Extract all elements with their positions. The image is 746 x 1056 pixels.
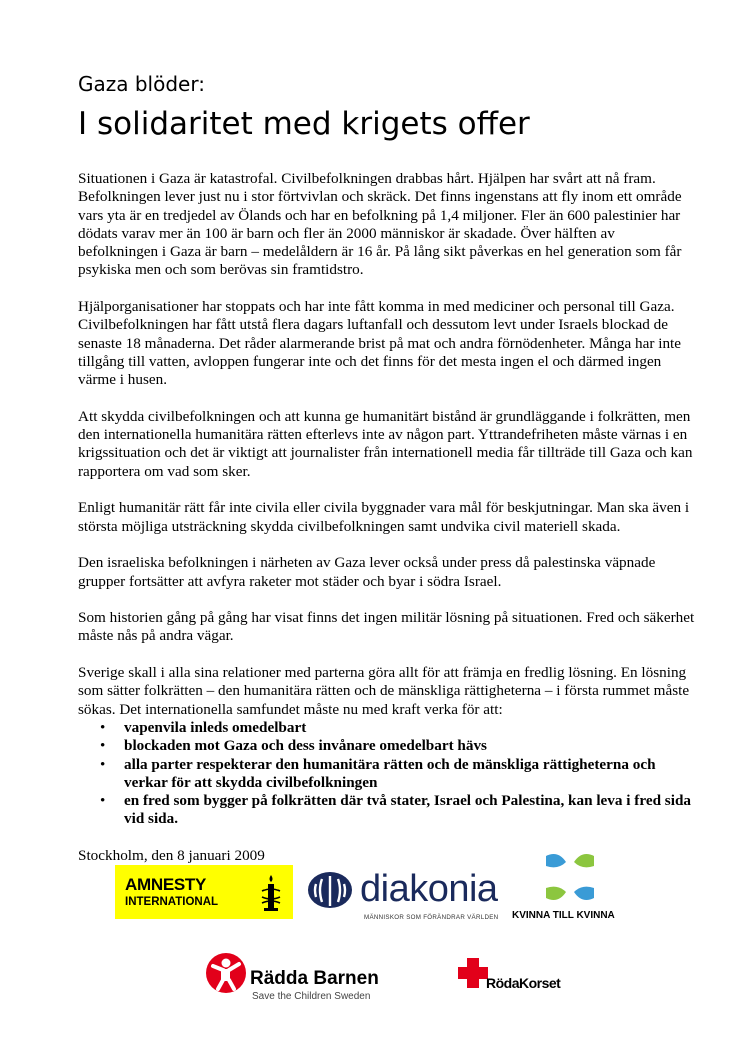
paragraph: Att skydda civilbefolkningen och att kunna ge humanitärt bistånd är grundläggande i folkrätten, men den internationella humanitära rätten efterlevs inte av någon part. Yttrandefriheten måste värnas i en krigssituation och det är viktigt att journalister från internationell media får tillträde till Gaza och kan rapportera om vad som sker. xyxy=(78,407,693,480)
roda-korset-logo xyxy=(456,956,576,996)
diakonia-tagline: MÄNNISKOR SOM FÖRÄNDRAR VÄRLDEN xyxy=(364,914,499,921)
radda-barnen-logo xyxy=(205,950,379,1006)
diakonia-logo xyxy=(306,866,499,928)
list-item: • vapenvila inleds omedelbart xyxy=(78,719,698,737)
kvinna-till-kvinna-logo xyxy=(510,848,630,928)
red-cross-icon xyxy=(456,956,490,990)
document-body xyxy=(78,170,698,884)
list-item: • alla parter respekterar den humanitära rätten och de mänskliga rättigheterna och verkar för att skydda civilbefolkningen xyxy=(78,756,698,793)
paragraph: Hjälporganisationer har stoppats och har inte fått komma in med mediciner och personal till Gaza. Civilbefolkningen har fått utstå flera dagars luftanfall och dessutom levt under Israels blockad de senaste 18 månaderna. Det råder alarmerande brist på mat och andra förnödenheter. Många har inte tillgång till vatten, avloppen fungerar inte och det finns för det mesta ingen el och därmed ingen värme i husen. xyxy=(78,298,682,389)
child-figure-icon xyxy=(205,950,247,996)
amnesty-logo-line1: AMNESTY xyxy=(125,875,207,894)
paragraph: Den israeliska befolkningen i närheten av Gaza lever också under press då palestinska väpnade grupper fortsätter att avfyra raketer mot städer och byar i södra Israel. xyxy=(78,554,656,590)
paragraph: Som historien gång på gång har visat finns det ingen militär lösning på situationen. Fred och säkerhet måste nås på andra vägar. xyxy=(78,609,695,645)
list-item: • en fred som bygger på folkrätten där två stater, Israel och Palestina, kan leva i fred sida vid sida. xyxy=(78,792,698,829)
paragraph: Enligt humanitär rätt får inte civila eller civila byggnader vara mål för beskjutningar. Man ska även i största möjliga utsträckning skydda civilbefolkningen samt undvika civil materiell skada. xyxy=(78,499,690,535)
demands-list xyxy=(78,719,698,829)
amnesty-logo xyxy=(115,865,293,919)
paragraph: Situationen i Gaza är katastrofal. Civilbefolkningen drabbas hårt. Hjälpen har svårt att nå fram. Befolkningen lever just nu i stor förtvivlan och skräck. Det finns ingenstans att fly inom ett område vars yta är en tredjedel av Ölands och har en befolkning på 1,4 miljoner. Fler än 600 palestinier har dödats varav mer än 100 är barn och fler än 2000 människor är skadade. Över hälften av befolkningen i Gaza är barn – medelåldern är 16 år. På lång sikt påverkas en hel generation som får psykiska men och som berövas sin framtidstro. xyxy=(78,170,682,279)
roda-korset-wordmark: RödaKorset xyxy=(486,975,561,991)
wheat-emblem-icon xyxy=(306,870,354,910)
document-kicker: Gaza blöder: xyxy=(78,72,205,96)
paragraph: Sverige skall i alla sina relationer med parterna göra allt för att främja en fredlig lösning. En lösning som sätter folkrätten – den humanitära rätten och de mänskliga rättigheterna – i första rummet måste sökas. Det internationella samfundet måste nu med kraft verka för att: xyxy=(78,664,690,718)
amnesty-logo-line2: INTERNATIONAL xyxy=(125,896,219,908)
radda-barnen-wordmark: Rädda Barnen xyxy=(250,968,379,989)
candle-barbed-wire-icon xyxy=(258,873,284,913)
radda-barnen-tagline: Save the Children Sweden xyxy=(252,991,371,1002)
signoff-date: Stockholm, den 8 januari 2009 xyxy=(78,846,265,864)
four-hands-icon xyxy=(540,848,600,906)
list-item: • blockaden mot Gaza och dess invånare omedelbart hävs xyxy=(78,737,698,755)
diakonia-wordmark: diakonia xyxy=(360,868,498,910)
document-title: I solidaritet med krigets offer xyxy=(78,106,530,142)
kvinna-wordmark: KVINNA TILL KVINNA xyxy=(512,910,615,921)
